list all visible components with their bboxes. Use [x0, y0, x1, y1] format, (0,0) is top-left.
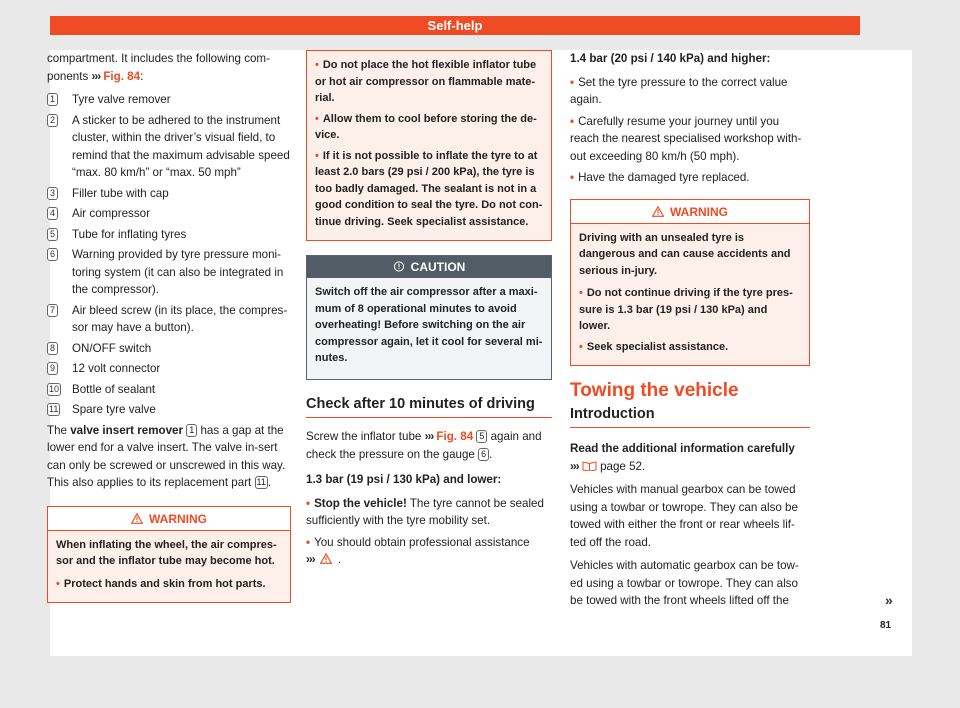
- page-link[interactable]: page 52.: [600, 459, 646, 473]
- arrow-glyph: ›››: [306, 553, 315, 566]
- warning-continued-body: [307, 51, 551, 240]
- intro-paragraph: compartment. It includes the following com-ponents ››› Fig. 84:: [47, 52, 270, 83]
- high-pressure-list: [570, 74, 810, 187]
- number-badge: 4: [47, 207, 58, 220]
- component-item: 7 Air bleed screw (in its place, the compres-sor may have a button).: [47, 302, 291, 337]
- number-badge: 6: [47, 248, 58, 261]
- warning-box: [570, 199, 810, 367]
- section-title: Towing the vehicle: [570, 380, 739, 401]
- number-badge: 11: [256, 477, 266, 487]
- valve-paragraph: The valve insert remover 1 has a gap at the lower end for a valve insert. The valve in-sert can only be screwed or unscrewed in this way. This also applies to its replacement part 11 .: [47, 423, 286, 489]
- low-pressure-heading: 1.3 bar (19 psi / 130 kPa) and lower:: [306, 473, 502, 486]
- check-paragraph: Screw the inflator tube ››› Fig. 84 5 again and check the pressure on the gauge 6 .: [306, 430, 542, 461]
- component-item: 1 Tyre valve remover: [47, 91, 291, 109]
- page-header: Self-help: [50, 16, 860, 35]
- warning-icon[interactable]: [320, 553, 332, 564]
- warning-body: Driving with an unsealed tyre is dangerous and can cause accidents and serious in-jury. • Do not continue driving if the tyre pres-sure is 1.3 bar (19 psi / 130 kPa) and lower. • Seek specialist assistance.: [571, 224, 809, 366]
- warning-bullet: • If it is not possible to inflate the tyre to at least 2.0 bars (29 psi / 200 kPa), the tyre is too badly damaged. The sealant is not in a good condition to seal the tyre. Do not con-tinue driving. Seek specialist assistance.: [315, 149, 543, 228]
- towing-paragraph-2: Vehicles with automatic gearbox can be tow-ed using a towbar or towrope. They can also be towed with the front wheels lifted off the: [570, 559, 799, 607]
- warning-bullet: • Do not continue driving if the tyre pres-sure is 1.3 bar (19 psi / 130 kPa) and lower.: [579, 287, 793, 332]
- number-badge: 6: [478, 448, 489, 461]
- warning-bullet: • Seek specialist assistance.: [579, 340, 729, 353]
- number-badge: 2: [47, 114, 58, 127]
- component-item: 6 Warning provided by tyre pressure moni-toring system (it can also be integrated in the compressor).: [47, 246, 291, 299]
- warning-continued-box: [306, 50, 552, 241]
- warning-icon: [131, 513, 143, 524]
- number-badge: 1: [47, 93, 58, 106]
- high-pressure-bullet: • Have the damaged tyre replaced.: [570, 171, 750, 184]
- components-list: [47, 91, 291, 419]
- number-badge: 5: [47, 228, 58, 241]
- warning-body: When inflating the wheel, the air compres-sor and the inflator tube may become hot. • Protect hands and skin from hot parts.: [48, 531, 290, 603]
- arrow-glyph: ›››: [424, 430, 434, 443]
- number-badge: 9: [47, 362, 58, 375]
- component-item: 4 Air compressor: [47, 205, 291, 223]
- read-more-line: Read the additional information carefully ››› page 52.: [570, 442, 795, 473]
- low-pressure-bullet: • Stop the vehicle! The tyre cannot be sealed sufficiently with the tyre mobility set.: [306, 496, 544, 527]
- component-item: 8 ON/OFF switch: [47, 340, 291, 358]
- component-item: 11 Spare tyre valve: [49, 403, 156, 416]
- high-pressure-bullet: • Set the tyre pressure to the correct value again.: [570, 75, 788, 106]
- book-icon[interactable]: [582, 460, 597, 471]
- figure-link[interactable]: Fig. 84: [103, 69, 141, 83]
- arrow-glyph: ›››: [570, 459, 579, 473]
- continue-glyph: »: [885, 592, 893, 608]
- arrow-glyph: ›››: [91, 69, 101, 83]
- towing-paragraph-1: Vehicles with manual gearbox can be towed using a towbar or towrope. They can also be towed with either the front or rear wheels lif-ted off the road.: [570, 483, 798, 549]
- number-badge: 11: [49, 404, 59, 414]
- number-badge: 3: [47, 187, 58, 200]
- subsection-title: Introduction: [570, 406, 810, 429]
- page-number: 81: [880, 620, 892, 631]
- component-item: 5 Tube for inflating tyres: [47, 226, 291, 244]
- number-badge: 8: [47, 342, 58, 355]
- warning-header: WARNING: [48, 507, 290, 531]
- component-item: 10 Bottle of sealant: [49, 382, 156, 396]
- number-badge: 1: [186, 424, 197, 437]
- warning-bullet: • Do not place the hot flexible inflator tube or hot air compressor on flammable mate-rial.: [315, 59, 537, 104]
- number-badge: 10: [49, 383, 60, 394]
- caution-header: CAUTION: [307, 256, 551, 278]
- number-badge: 5: [476, 430, 487, 443]
- check-section-title: Check after 10 minutes of driving: [306, 396, 552, 419]
- caution-body: Switch off the air compressor after a maxi-mum of 8 operational minutes to avoid overheating! Before switching on the air compressor again, let it cool for several mi-nutes.: [315, 286, 543, 364]
- component-item: 3 Filler tube with cap: [47, 185, 291, 203]
- warning-bullet: • Protect hands and skin from hot parts.: [56, 577, 266, 590]
- warning-header: WARNING: [571, 200, 809, 224]
- high-pressure-bullet: • Carefully resume your journey until you reach the nearest specialised workshop with-out exceeding 80 km/h (50 mph).: [570, 114, 802, 163]
- low-pressure-bullet: • You should obtain professional assistance ››› .: [306, 535, 530, 566]
- warning-bullet: • Allow them to cool before storing the de-vice.: [315, 112, 537, 141]
- high-pressure-heading: 1.4 bar (20 psi / 140 kPa) and higher:: [570, 52, 771, 65]
- component-item: 9 12 volt connector: [47, 360, 291, 378]
- caution-box: [306, 255, 552, 380]
- number-badge: 7: [47, 304, 58, 317]
- warning-icon: [652, 206, 664, 217]
- component-item: 2 A sticker to be adhered to the instrument cluster, within the driver’s visual field, to remind that the maximum advisable speed “max. 80 km/h” or “max. 50 mph”: [47, 112, 291, 182]
- info-circle-icon: [393, 261, 405, 272]
- warning-box: [47, 506, 291, 604]
- column-right: [570, 50, 810, 616]
- column-left: [47, 50, 291, 603]
- figure-link[interactable]: Fig. 84: [436, 430, 474, 443]
- column-middle: [306, 50, 552, 573]
